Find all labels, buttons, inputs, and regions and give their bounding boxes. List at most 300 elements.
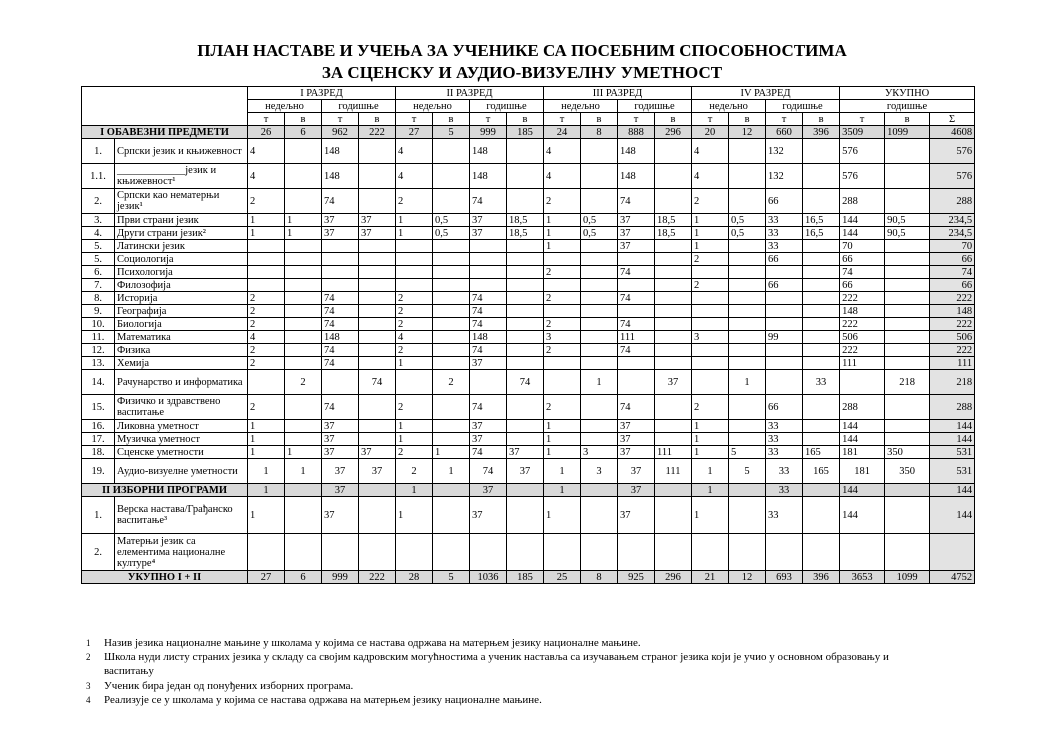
value-cell: 24 [544, 126, 581, 139]
value-cell: 37 [655, 370, 692, 395]
value-cell: 37 [470, 497, 507, 534]
value-cell [396, 370, 433, 395]
value-cell [581, 433, 618, 446]
value-cell [507, 497, 544, 534]
value-cell [581, 189, 618, 214]
value-cell: 185 [507, 126, 544, 139]
value-cell [359, 279, 396, 292]
value-cell [729, 189, 766, 214]
value-cell: 4 [396, 164, 433, 189]
value-cell: 21 [692, 571, 729, 584]
value-cell [507, 420, 544, 433]
section-name: II ИЗБОРНИ ПРОГРАМИ [82, 484, 248, 497]
value-cell [507, 305, 544, 318]
value-cell [803, 344, 840, 357]
value-cell [285, 164, 322, 189]
value-cell [803, 318, 840, 331]
value-cell [581, 240, 618, 253]
subject-row [82, 227, 975, 240]
total-sum-cell: 66 [930, 253, 975, 266]
total-cell: 181 [840, 446, 885, 459]
header-v: в [729, 113, 766, 126]
header-row-grades [82, 87, 975, 100]
value-cell [655, 266, 692, 279]
total-sum-cell: 66 [930, 279, 975, 292]
total-cell: 350 [885, 446, 930, 459]
value-cell [581, 318, 618, 331]
footnote [86, 636, 934, 650]
value-cell [507, 318, 544, 331]
value-cell: 1 [692, 240, 729, 253]
value-cell: 1 [544, 484, 581, 497]
value-cell [803, 253, 840, 266]
subject-name: Историја [115, 292, 248, 305]
value-cell [692, 534, 729, 571]
header-v: в [655, 113, 692, 126]
value-cell: 222 [359, 126, 396, 139]
total-sum-cell: 234,5 [930, 227, 975, 240]
total-cell: 181 [840, 459, 885, 484]
value-cell [433, 164, 470, 189]
value-cell: 5 [729, 446, 766, 459]
subject-row [82, 534, 975, 571]
value-cell [803, 420, 840, 433]
value-cell [581, 331, 618, 344]
value-cell [544, 305, 581, 318]
value-cell [581, 420, 618, 433]
value-cell: 1 [396, 433, 433, 446]
total-row [82, 571, 975, 584]
subject-row [82, 357, 975, 370]
value-cell [655, 344, 692, 357]
total-sum-cell: 506 [930, 331, 975, 344]
row-number: 8. [82, 292, 115, 305]
value-cell: 37 [618, 227, 655, 240]
row-number: 5. [82, 253, 115, 266]
value-cell: 16,5 [803, 214, 840, 227]
value-cell: 74 [359, 370, 396, 395]
value-cell: 2 [692, 279, 729, 292]
value-cell: 2 [248, 292, 285, 305]
value-cell: 5 [433, 571, 470, 584]
value-cell: 74 [470, 395, 507, 420]
value-cell: 4 [692, 164, 729, 189]
value-cell [285, 253, 322, 266]
value-cell [618, 305, 655, 318]
value-cell [507, 292, 544, 305]
value-cell: 37 [470, 484, 507, 497]
value-cell [248, 370, 285, 395]
subject-name: Аудио-визуелне уметности [115, 459, 248, 484]
subject-row [82, 331, 975, 344]
value-cell: 26 [248, 126, 285, 139]
value-cell: 165 [803, 446, 840, 459]
value-cell: 33 [766, 459, 803, 484]
value-cell [729, 484, 766, 497]
total-cell [885, 240, 930, 253]
value-cell [433, 395, 470, 420]
value-cell [359, 292, 396, 305]
value-cell: 2 [396, 305, 433, 318]
value-cell [285, 344, 322, 357]
total-cell [885, 318, 930, 331]
header-yearly: годишње [766, 100, 840, 113]
value-cell: 2 [544, 292, 581, 305]
header-sigma: Σ [930, 113, 975, 126]
row-number: 4. [82, 227, 115, 240]
value-cell [618, 357, 655, 370]
value-cell [655, 497, 692, 534]
total-cell: 90,5 [885, 227, 930, 240]
subject-row [82, 139, 975, 164]
value-cell: 1 [248, 484, 285, 497]
header-blank-cell [82, 87, 248, 126]
value-cell: 111 [655, 446, 692, 459]
total-cell [885, 164, 930, 189]
value-cell: 2 [544, 318, 581, 331]
value-cell [692, 344, 729, 357]
value-cell: 2 [248, 305, 285, 318]
total-sum-cell: 531 [930, 446, 975, 459]
value-cell [655, 305, 692, 318]
footnote-marker: 3 [86, 681, 91, 691]
value-cell [766, 357, 803, 370]
total-cell [885, 279, 930, 292]
header-weekly: недељно [692, 100, 766, 113]
total-sum-cell: 4752 [930, 571, 975, 584]
value-cell [766, 318, 803, 331]
value-cell [507, 484, 544, 497]
value-cell [729, 420, 766, 433]
total-sum-cell: 222 [930, 344, 975, 357]
value-cell: 74 [618, 292, 655, 305]
footnote [86, 679, 934, 693]
value-cell [655, 395, 692, 420]
value-cell [618, 253, 655, 266]
value-cell [359, 139, 396, 164]
value-cell [433, 240, 470, 253]
value-cell: 4 [396, 139, 433, 164]
value-cell: 37 [322, 459, 359, 484]
value-cell: 6 [285, 126, 322, 139]
header-t: т [840, 113, 885, 126]
value-cell [507, 240, 544, 253]
value-cell [766, 305, 803, 318]
row-number: 19. [82, 459, 115, 484]
value-cell: 74 [470, 318, 507, 331]
value-cell [248, 279, 285, 292]
value-cell: 2 [248, 189, 285, 214]
value-cell: 37 [618, 240, 655, 253]
value-cell: 1 [692, 484, 729, 497]
value-cell: 1 [692, 446, 729, 459]
total-cell [885, 497, 930, 534]
value-cell: 1 [692, 227, 729, 240]
value-cell: 2 [248, 344, 285, 357]
section-row [82, 126, 975, 139]
value-cell [433, 189, 470, 214]
row-number: 18. [82, 446, 115, 459]
value-cell [285, 331, 322, 344]
value-cell [285, 497, 322, 534]
value-cell [655, 292, 692, 305]
value-cell [655, 484, 692, 497]
row-number: 1.1. [82, 164, 115, 189]
section-name: УКУПНО I + II [82, 571, 248, 584]
value-cell [729, 318, 766, 331]
value-cell: 1 [396, 420, 433, 433]
value-cell: 4 [692, 139, 729, 164]
value-cell: 296 [655, 126, 692, 139]
total-cell [885, 395, 930, 420]
value-cell: 74 [470, 344, 507, 357]
value-cell: 1 [544, 446, 581, 459]
value-cell [248, 253, 285, 266]
value-cell [359, 420, 396, 433]
row-number: 6. [82, 266, 115, 279]
value-cell [396, 240, 433, 253]
value-cell: 1 [692, 214, 729, 227]
value-cell [803, 139, 840, 164]
total-cell: 144 [840, 214, 885, 227]
header-v: в [285, 113, 322, 126]
value-cell [470, 534, 507, 571]
value-cell: 27 [248, 571, 285, 584]
value-cell: 74 [618, 344, 655, 357]
total-cell [885, 292, 930, 305]
header-t: т [544, 113, 581, 126]
value-cell: 2 [396, 395, 433, 420]
value-cell: 74 [470, 292, 507, 305]
subject-row [82, 318, 975, 331]
header-grade-2: II РАЗРЕД [396, 87, 544, 100]
header-total-yearly: годишње [840, 100, 975, 113]
value-cell: 2 [248, 395, 285, 420]
subject-name: Социологија [115, 253, 248, 266]
row-number: 2. [82, 534, 115, 571]
value-cell [655, 357, 692, 370]
value-cell [581, 266, 618, 279]
value-cell: 1 [544, 497, 581, 534]
value-cell [248, 240, 285, 253]
value-cell: 37 [322, 227, 359, 240]
total-cell [840, 534, 885, 571]
curriculum-table [81, 86, 975, 584]
total-cell [885, 357, 930, 370]
value-cell [359, 240, 396, 253]
header-t: т [248, 113, 285, 126]
value-cell [655, 164, 692, 189]
value-cell: 132 [766, 164, 803, 189]
total-cell: 66 [840, 279, 885, 292]
row-number: 17. [82, 433, 115, 446]
value-cell [581, 305, 618, 318]
subject-row [82, 214, 975, 227]
total-cell: 144 [840, 484, 885, 497]
subject-row [82, 446, 975, 459]
value-cell: 1 [285, 459, 322, 484]
value-cell: 0,5 [729, 214, 766, 227]
value-cell: 74 [618, 395, 655, 420]
header-t: т [618, 113, 655, 126]
value-cell: 222 [359, 571, 396, 584]
value-cell [692, 357, 729, 370]
value-cell [248, 266, 285, 279]
subject-row [82, 240, 975, 253]
total-cell [885, 266, 930, 279]
value-cell: 37 [322, 446, 359, 459]
value-cell [692, 305, 729, 318]
value-cell: 4 [396, 331, 433, 344]
value-cell: 37 [359, 227, 396, 240]
total-cell: 576 [840, 139, 885, 164]
value-cell [507, 331, 544, 344]
header-t: т [396, 113, 433, 126]
subject-name: Математика [115, 331, 248, 344]
total-cell: 288 [840, 395, 885, 420]
value-cell: 148 [618, 139, 655, 164]
value-cell [396, 253, 433, 266]
value-cell [285, 534, 322, 571]
value-cell [581, 497, 618, 534]
value-cell: 1 [248, 497, 285, 534]
value-cell: 74 [470, 446, 507, 459]
value-cell: 37 [359, 214, 396, 227]
value-cell: 693 [766, 571, 803, 584]
value-cell [359, 189, 396, 214]
row-number: 1. [82, 497, 115, 534]
value-cell [507, 279, 544, 292]
subject-row [82, 497, 975, 534]
total-cell: 111 [840, 357, 885, 370]
value-cell: 1 [692, 497, 729, 534]
total-cell [885, 534, 930, 571]
value-cell: 148 [470, 331, 507, 344]
total-cell: 350 [885, 459, 930, 484]
total-sum-cell: 144 [930, 484, 975, 497]
value-cell: 2 [544, 266, 581, 279]
row-number: 5. [82, 240, 115, 253]
value-cell [729, 497, 766, 534]
value-cell: 27 [396, 126, 433, 139]
value-cell [655, 331, 692, 344]
subject-row [82, 253, 975, 266]
value-cell [803, 357, 840, 370]
value-cell: 25 [544, 571, 581, 584]
value-cell [507, 253, 544, 266]
value-cell: 18,5 [507, 227, 544, 240]
value-cell: 66 [766, 253, 803, 266]
value-cell [581, 164, 618, 189]
value-cell [285, 395, 322, 420]
value-cell: 1 [248, 446, 285, 459]
value-cell [433, 534, 470, 571]
value-cell [433, 344, 470, 357]
value-cell [655, 189, 692, 214]
value-cell: 16,5 [803, 227, 840, 240]
value-cell [322, 253, 359, 266]
value-cell [359, 266, 396, 279]
value-cell [692, 266, 729, 279]
value-cell: 2 [396, 292, 433, 305]
value-cell: 2 [396, 318, 433, 331]
total-cell: 1099 [885, 126, 930, 139]
value-cell [359, 484, 396, 497]
value-cell: 165 [803, 459, 840, 484]
value-cell: 74 [322, 344, 359, 357]
value-cell: 33 [766, 240, 803, 253]
value-cell [581, 357, 618, 370]
value-cell: 999 [470, 126, 507, 139]
value-cell: 2 [285, 370, 322, 395]
total-sum-cell: 144 [930, 420, 975, 433]
value-cell: 1 [285, 227, 322, 240]
total-cell: 288 [840, 189, 885, 214]
subject-name: Рачунарство и информатика [115, 370, 248, 395]
value-cell: 1 [285, 214, 322, 227]
value-cell: 74 [470, 305, 507, 318]
value-cell [803, 189, 840, 214]
value-cell [285, 484, 322, 497]
value-cell: 660 [766, 126, 803, 139]
value-cell: 1 [396, 214, 433, 227]
value-cell: 962 [322, 126, 359, 139]
value-cell: 1 [544, 420, 581, 433]
value-cell: 4 [248, 331, 285, 344]
value-cell [729, 331, 766, 344]
total-cell [885, 305, 930, 318]
value-cell [285, 279, 322, 292]
value-cell: 1 [544, 214, 581, 227]
value-cell [544, 370, 581, 395]
value-cell: 2 [692, 395, 729, 420]
value-cell [507, 266, 544, 279]
value-cell: 37 [322, 497, 359, 534]
value-cell: 37 [470, 357, 507, 370]
value-cell: 1 [248, 459, 285, 484]
value-cell: 5 [729, 459, 766, 484]
value-cell [359, 318, 396, 331]
value-cell [285, 266, 322, 279]
header-grade-3: III РАЗРЕД [544, 87, 692, 100]
value-cell [729, 292, 766, 305]
value-cell [322, 370, 359, 395]
row-number: 3. [82, 214, 115, 227]
value-cell: 37 [322, 433, 359, 446]
value-cell [507, 189, 544, 214]
value-cell: 1036 [470, 571, 507, 584]
total-sum-cell: 576 [930, 139, 975, 164]
value-cell [655, 420, 692, 433]
total-sum-cell: 144 [930, 433, 975, 446]
value-cell: 0,5 [581, 227, 618, 240]
value-cell: 148 [470, 139, 507, 164]
value-cell: 4 [248, 139, 285, 164]
value-cell: 1 [396, 357, 433, 370]
total-cell: 144 [840, 420, 885, 433]
value-cell: 0,5 [433, 214, 470, 227]
subject-row [82, 292, 975, 305]
value-cell [507, 139, 544, 164]
value-cell: 37 [618, 433, 655, 446]
value-cell: 1 [544, 227, 581, 240]
value-cell [285, 357, 322, 370]
subject-name: Физичко и здравствено васпитање [115, 395, 248, 420]
value-cell [581, 292, 618, 305]
value-cell [655, 279, 692, 292]
value-cell: 0,5 [433, 227, 470, 240]
value-cell [470, 279, 507, 292]
